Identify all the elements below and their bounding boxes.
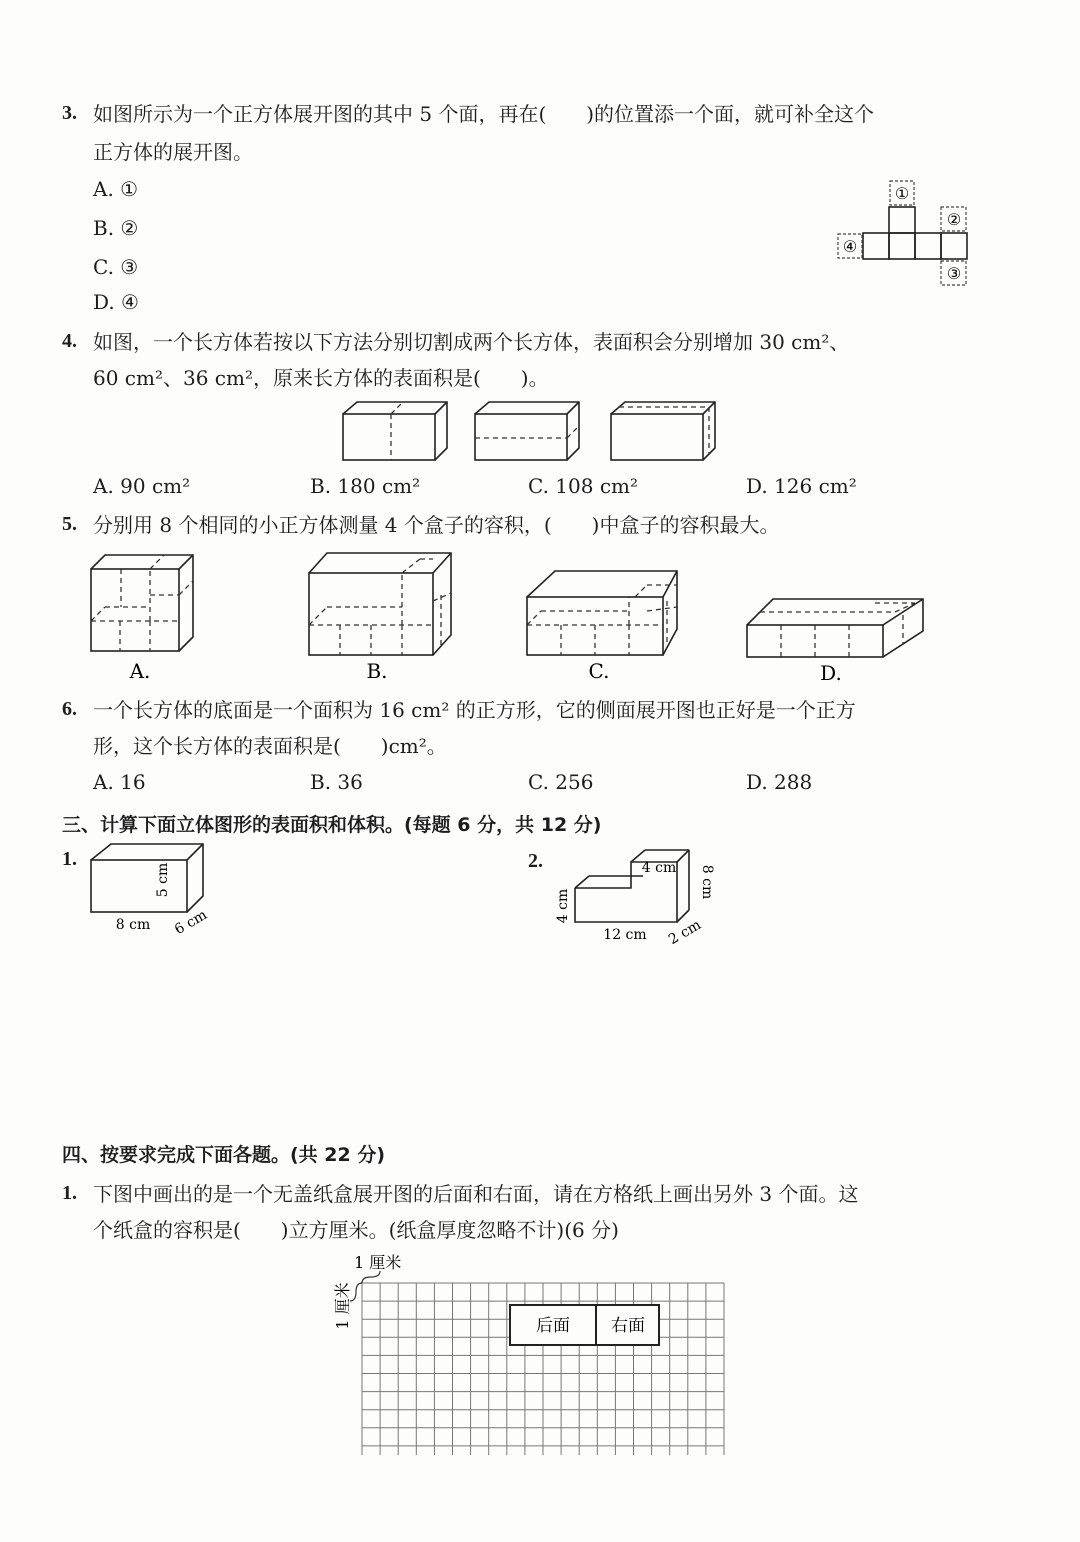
net-label-2: ② — [946, 210, 962, 229]
q6-text-line2: 形，这个长方体的表面积是( )cm²。 — [93, 734, 447, 758]
q5-label-a: A. — [129, 659, 151, 683]
section4-p1-number: 1. — [62, 1182, 77, 1204]
q6-option-c[interactable]: C. 256 — [528, 770, 594, 794]
q4-option-c[interactable]: C. 108 cm² — [528, 474, 639, 498]
q5-boxes-figure — [85, 545, 935, 685]
q5-box-d — [747, 599, 923, 657]
q6-text-line1: 一个长方体的底面是一个面积为 16 cm² 的正方形，它的侧面展开图也正好是一个正方 — [93, 698, 856, 722]
q6-option-b[interactable]: B. 36 — [310, 770, 363, 794]
q4-cuboid-3 — [611, 402, 715, 460]
p2-dim-length: 12 cm — [603, 927, 647, 943]
q3-text-line1: 如图所示为一个正方体展开图的其中 5 个面，再在( )的位置添一个面，就可补全这个 — [93, 102, 875, 126]
q3-option-b[interactable]: B. ② — [93, 216, 139, 240]
q3-text-line2: 正方体的展开图。 — [93, 140, 253, 164]
q3-option-c[interactable]: C. ③ — [93, 255, 139, 279]
p2-dim-width: 2 cm — [666, 916, 704, 949]
p2-dim-left-height: 4 cm — [555, 888, 571, 924]
q5-label-b: B. — [366, 659, 388, 683]
q3-option-d[interactable]: D. ④ — [93, 290, 139, 314]
q5-box-c — [527, 571, 677, 655]
net-label-1: ① — [894, 184, 910, 203]
section3-p2-number: 2. — [528, 850, 543, 872]
section3-p1-number: 1. — [62, 848, 77, 870]
net-label-3: ③ — [946, 264, 962, 283]
section4-title: 四、按要求完成下面各题。(共 22 分) — [62, 1144, 386, 1166]
q3-number: 3. — [62, 102, 77, 124]
face-right-label: 右面 — [611, 1316, 645, 1336]
q3-cube-net-figure — [830, 175, 980, 290]
q4-option-b[interactable]: B. 180 cm² — [310, 474, 421, 498]
q6-option-d[interactable]: D. 288 — [746, 770, 813, 794]
section4-p1-text-line2: 个纸盒的容积是( )立方厘米。(纸盒厚度忽略不计)(6 分) — [93, 1218, 619, 1242]
net-label-4: ④ — [842, 237, 858, 256]
section3-p1-cuboid — [85, 840, 235, 940]
q5-box-b — [309, 553, 451, 655]
p1-dim-length: 8 cm — [115, 917, 151, 933]
q5-box-a — [91, 555, 193, 651]
q4-cuboid-2 — [475, 402, 579, 460]
p1-dim-width: 6 cm — [172, 906, 210, 939]
q4-text-line1: 如图，一个长方体若按以下方法分别切割成两个长方体，表面积会分别增加 30 cm²、 — [93, 330, 850, 354]
q4-number: 4. — [62, 330, 77, 352]
q4-option-a[interactable]: A. 90 cm² — [93, 474, 191, 498]
p2-dim-top: 4 cm — [641, 860, 677, 876]
section4-grid-paper[interactable] — [320, 1248, 740, 1463]
p1-dim-height: 5 cm — [155, 862, 171, 898]
q5-label-d: D. — [820, 661, 842, 685]
p2-dim-right-height: 8 cm — [699, 864, 715, 900]
face-back-label: 后面 — [536, 1316, 570, 1336]
q6-number: 6. — [62, 698, 77, 720]
section3-title: 三、计算下面立体图形的表面积和体积。(每题 6 分，共 12 分) — [62, 814, 602, 836]
q4-cuboid-figures — [335, 398, 735, 468]
q4-option-d[interactable]: D. 126 cm² — [746, 474, 857, 498]
unit-label-side: 1 厘米 — [333, 1282, 352, 1330]
q4-text-line2: 60 cm²、36 cm²，原来长方体的表面积是( )。 — [93, 366, 549, 390]
q5-number: 5. — [62, 513, 77, 535]
q4-cuboid-1 — [343, 402, 447, 460]
unit-label-top: 1 厘米 — [354, 1253, 402, 1272]
q3-option-a[interactable]: A. ① — [93, 177, 139, 201]
section4-p1-text-line1: 下图中画出的是一个无盖纸盒展开图的后面和右面，请在方格纸上画出另外 3 个面。这 — [93, 1182, 859, 1206]
q6-option-a[interactable]: A. 16 — [93, 770, 146, 794]
section3-p2-l-shape — [555, 840, 725, 950]
q5-label-c: C. — [588, 659, 610, 683]
q5-text: 分别用 8 个相同的小正方体测量 4 个盒子的容积，( )中盒子的容积最大。 — [93, 513, 780, 537]
